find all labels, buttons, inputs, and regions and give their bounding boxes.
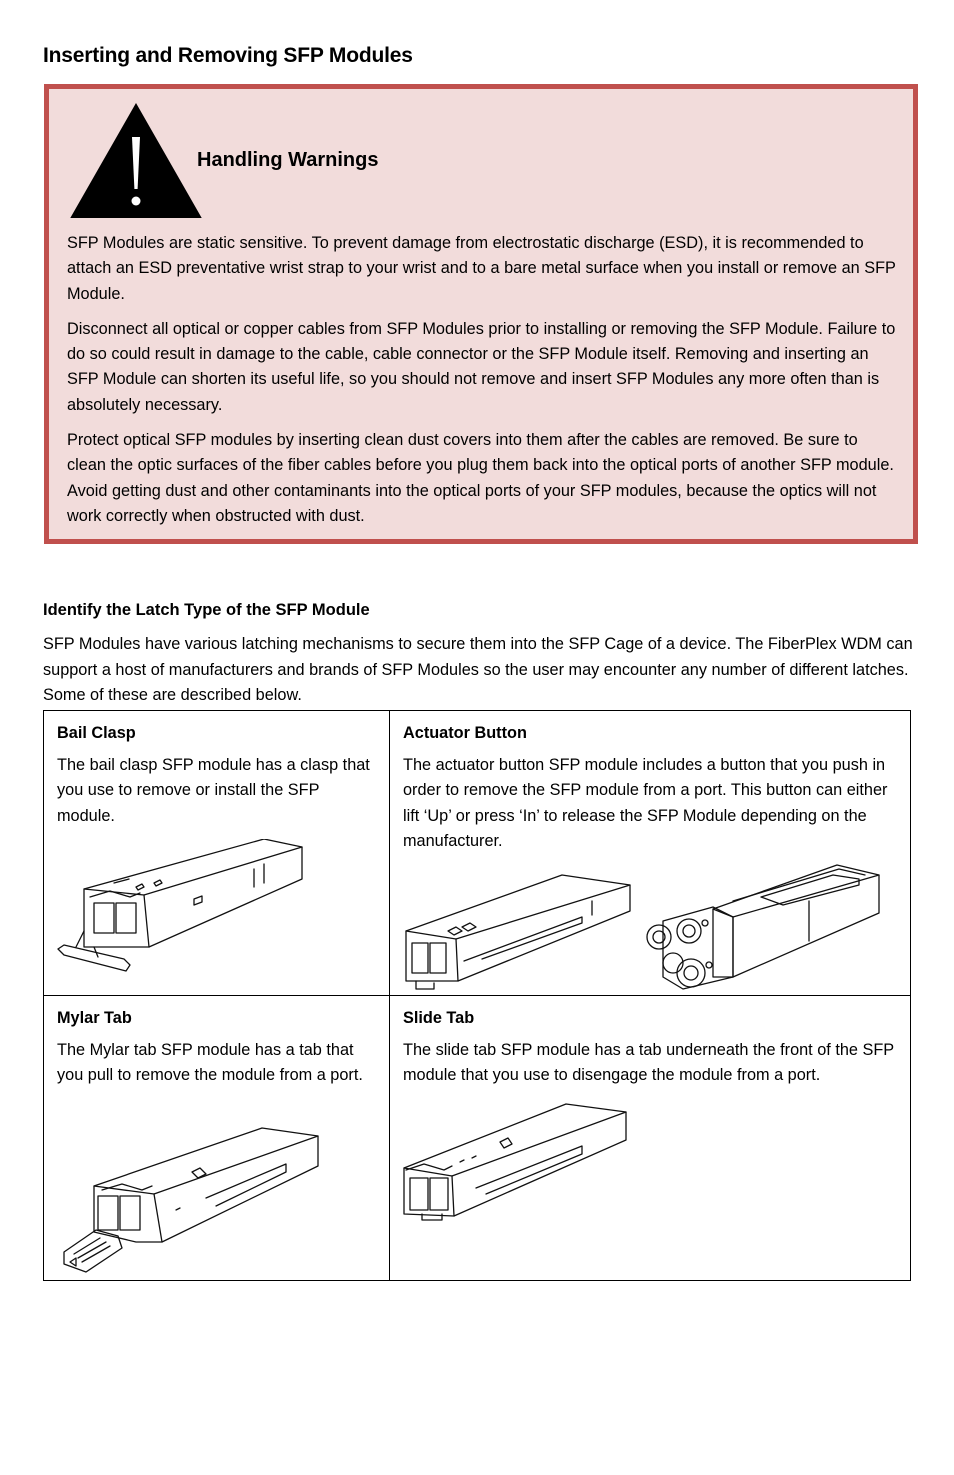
mylar-tab-sfp-illustration (56, 1124, 326, 1274)
slide-tab-sfp-illustration (402, 1100, 632, 1225)
warning-triangle-icon (69, 103, 203, 219)
page-title: Inserting and Removing SFP Modules (43, 44, 413, 67)
warning-heading: Handling Warnings (197, 149, 379, 171)
latch-section-intro: SFP Modules have various latching mechanisms to secure them into the SFP Cage of a device. The FiberPlex WDM can support a host of manufacturers and brands of SFP Modules so the user may encounter any number of different latches. Some of these are described below. (43, 635, 913, 704)
warning-paragraph: Disconnect all optical or copper cables from SFP Modules prior to installing or removing the SFP Module. Failure to do so could result in damage to the cable, cable connector or the SFP Module itself. Removing and inserting an SFP Module can shorten its useful life, so you should not remove and insert SFP Modules any more often than is absolutely necessary. (67, 319, 896, 414)
latch-cell-bail-clasp (44, 711, 390, 996)
bail-clasp-sfp-illustration (54, 839, 304, 979)
warning-paragraph: SFP Modules are static sensitive. To prevent damage from electrostatic discharge (ESD), it is recommended to attach an ESD preventative wrist strap to your wrist and to a bare metal surface when you install or remove an SFP Module. (67, 234, 896, 303)
actuator-button-sfp-alt-illustration (633, 861, 883, 996)
latch-cell-title: Slide Tab (403, 1009, 475, 1027)
latch-cell-text: The bail clasp SFP module has a clasp that you use to remove or install the SFP module. (57, 756, 370, 825)
latch-cell-mylar-tab (44, 996, 390, 1280)
latch-section-heading: Identify the Latch Type of the SFP Module (43, 601, 370, 619)
latch-cell-text: The Mylar tab SFP module has a tab that you pull to remove the module from a port. (57, 1041, 363, 1085)
latch-type-table (43, 710, 911, 1281)
latch-cell-text: The actuator button SFP module includes a button that you push in order to remove the SFP module from a port. This button can either lift ‘Up’ or press ‘In’ to release the SFP Module depending on the manufacturer. (403, 756, 888, 850)
latch-cell-title: Bail Clasp (57, 724, 136, 742)
latch-cell-text: The slide tab SFP module has a tab underneath the front of the SFP module that you use to disengage the module from a port. (403, 1041, 894, 1085)
warning-text (67, 231, 899, 539)
warning-paragraph: Protect optical SFP modules by inserting clean dust covers into them after the cables are removed. Be sure to clean the optic surfaces of the fiber cables before you plug them back into the optical ports of another SFP module. Avoid getting dust and other contaminants into the optical ports of your SFP modules, because the optics will not work correctly when obstructed with dust. (67, 431, 894, 525)
latch-cell-slide-tab (390, 996, 910, 1280)
latch-cell-title: Mylar Tab (57, 1009, 132, 1027)
latch-cell-title: Actuator Button (403, 724, 527, 742)
actuator-button-sfp-illustration (402, 871, 637, 991)
latch-cell-actuator-button (390, 711, 910, 996)
handling-warnings-box (44, 84, 918, 544)
